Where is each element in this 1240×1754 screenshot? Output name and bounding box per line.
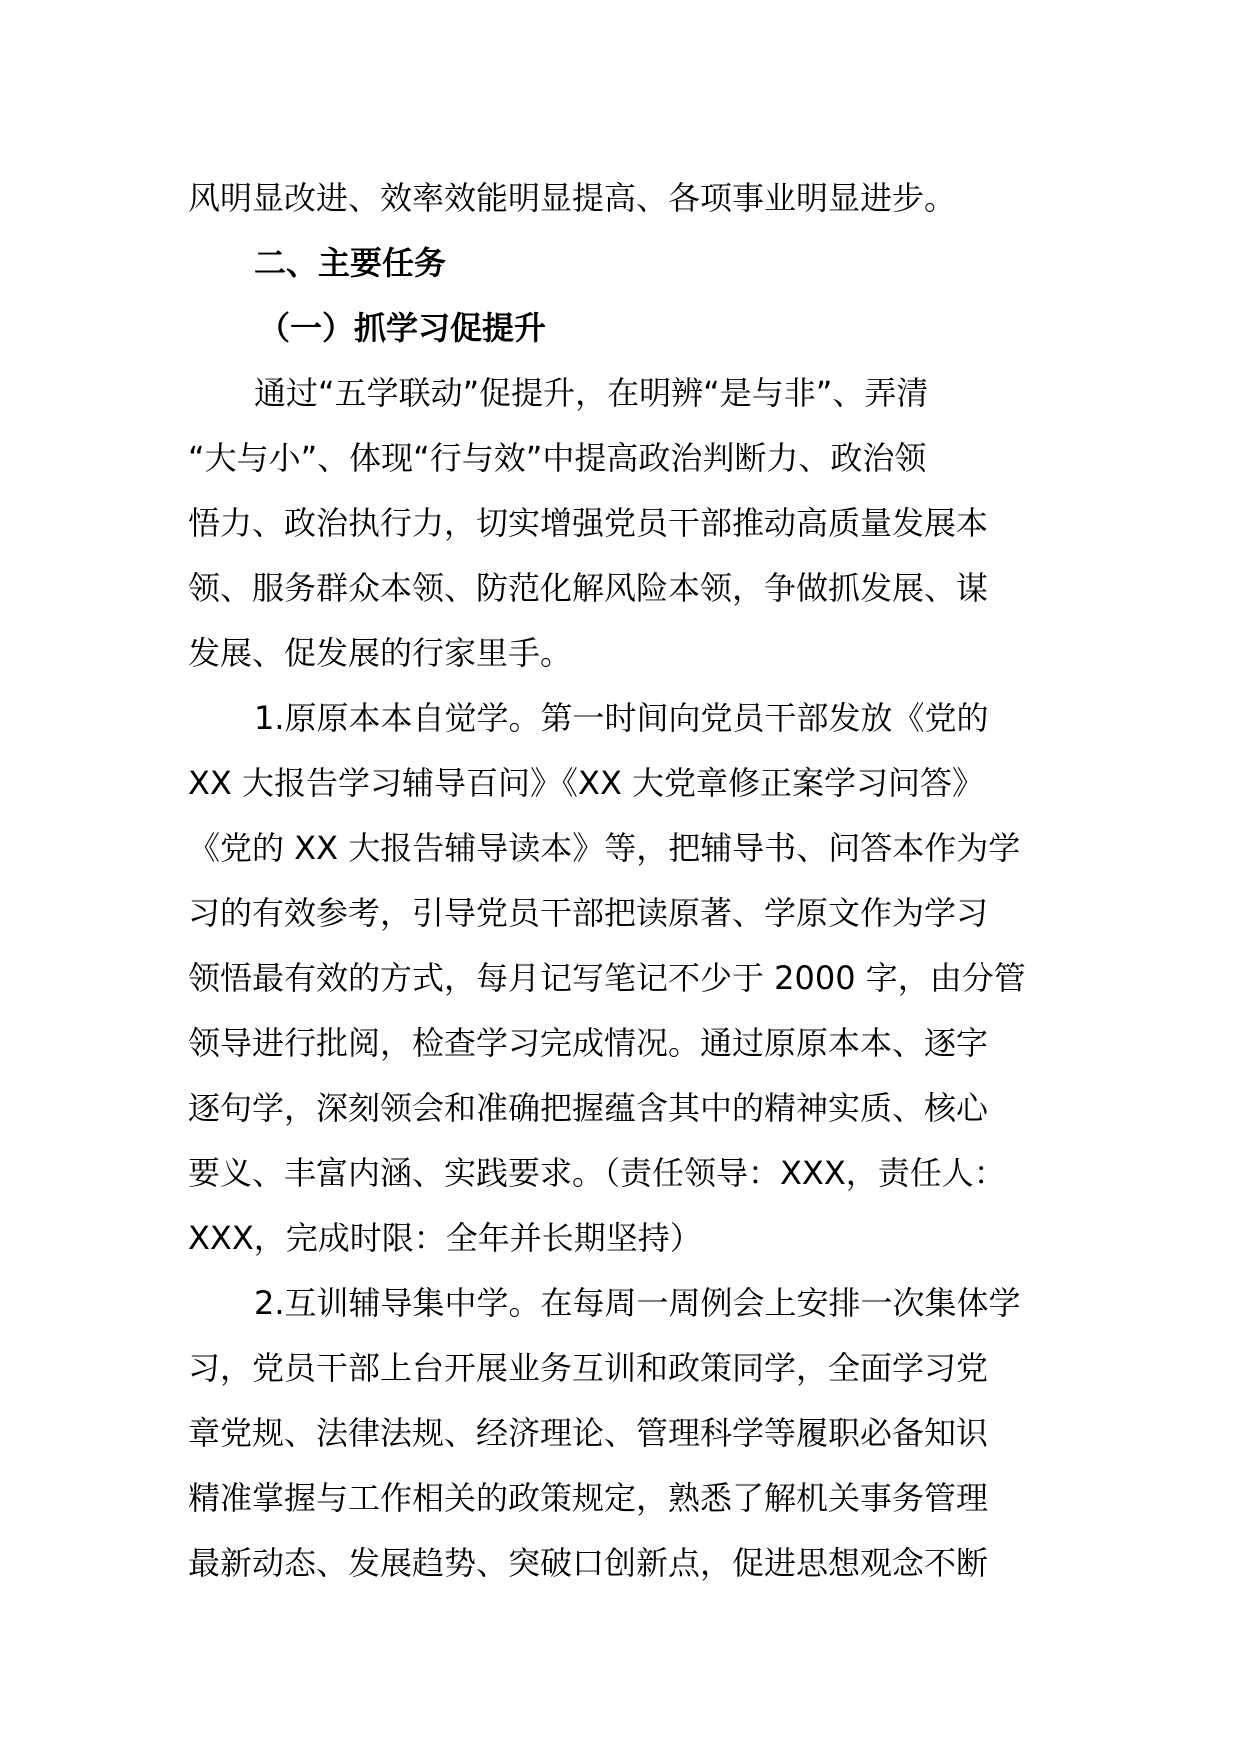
text-line: “大与小”、体现“行与效”中提高政治判断力、政治领 (188, 439, 927, 477)
text-line: 习，党员干部上台开展业务互训和政策同学，全面学习党 (188, 1349, 989, 1387)
text-line: XXX，完成时限：全年并长期坚持） (188, 1219, 702, 1257)
text-line: 章党规、法律法规、经济理论、管理科学等履职必备知识 (188, 1414, 989, 1452)
paragraph-first-line: 通过“五学联动”促提升，在明辨“是与非”、弄清 (254, 374, 929, 412)
text-line: 最新动态、发展趋势、突破口创新点，促进思想观念不断 (188, 1544, 989, 1582)
text-line: 领、服务群众本领、防范化解风险本领，争做抓发展、谋 (188, 569, 989, 607)
subsection-heading: （一）抓学习促提升 (258, 309, 547, 347)
text-line: 悟力、政治执行力，切实增强党员干部推动高质量发展本 (188, 504, 989, 542)
document-body (188, 166, 1088, 1596)
text-line: 领导进行批阅，检查学习完成情况。通过原原本本、逐字 (188, 1024, 989, 1062)
paragraph-first-line: 1.原原本本自觉学。第一时间向党员干部发放《党的 (254, 699, 989, 737)
text-line: 要义、丰富内涵、实践要求。（责任领导：XXX，责任人： (188, 1154, 1006, 1192)
text-line: 精准掌握与工作相关的政策规定，熟悉了解机关事务管理 (188, 1479, 989, 1517)
text-line: 领悟最有效的方式，每月记写笔记不少于 2000 字，由分管 (188, 959, 1026, 997)
text-line: 习的有效参考，引导党员干部把读原著、学原文作为学习 (188, 894, 989, 932)
text-line: 发展、促发展的行家里手。 (188, 634, 573, 672)
text-line: 风明显改进、效率效能明显提高、各项事业明显进步。 (188, 179, 957, 217)
text-line: 逐句学，深刻领会和准确把握蕴含其中的精神实质、核心 (188, 1089, 989, 1127)
text-line: 《党的 XX 大报告辅导读本》等，把辅导书、问答本作为学 (188, 829, 1021, 867)
paragraph-first-line: 2.互训辅导集中学。在每周一周例会上安排一次集体学 (254, 1284, 1021, 1322)
section-heading: 二、主要任务 (254, 244, 447, 282)
text-line: XX 大报告学习辅导百问》《XX 大党章修正案学习问答》 (188, 764, 985, 802)
